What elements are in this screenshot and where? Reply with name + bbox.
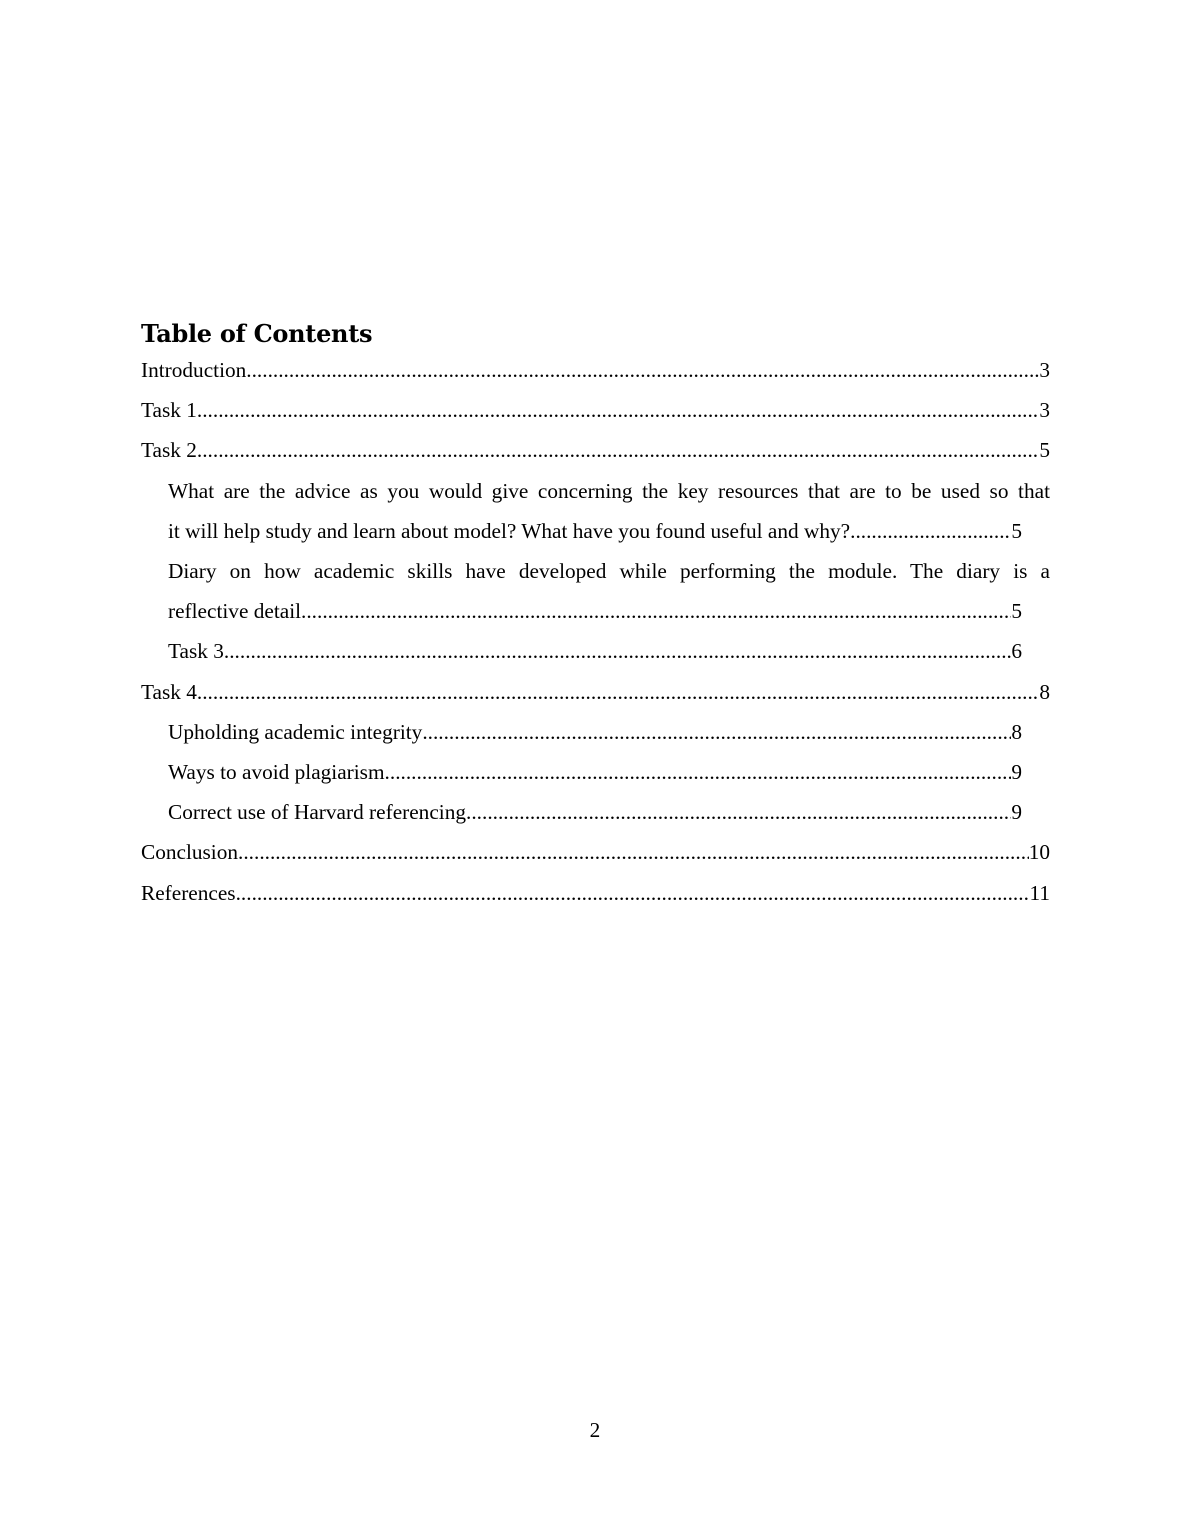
dot-leader	[422, 712, 1011, 752]
toc-entry-harvard-referencing[interactable]	[168, 792, 1022, 832]
toc-entry-avoid-plagiarism[interactable]	[168, 752, 1022, 792]
dot-leader	[238, 832, 1029, 872]
toc-entry-page-number: 3	[1039, 398, 1050, 423]
toc-entry-conclusion[interactable]	[141, 832, 1050, 872]
dot-leader	[850, 511, 1011, 551]
toc-entry-label-line-1: What are the advice as you would give concerning the key resources that are to be used so that	[168, 478, 1050, 503]
toc-entry-task-1[interactable]	[141, 390, 1050, 430]
toc-entry-page-number: 10	[1028, 840, 1050, 865]
toc-entry-page-number: 8	[1039, 679, 1050, 704]
table-of-contents	[141, 350, 1050, 913]
toc-entry-references[interactable]	[141, 873, 1050, 913]
dot-leader	[466, 792, 1011, 832]
toc-entry-upholding-academic-integrity[interactable]	[168, 712, 1022, 752]
toc-entry-page-number: 5	[1039, 438, 1050, 463]
toc-entry-page-number: 9	[1011, 800, 1022, 825]
toc-entry-diary-academic-skills[interactable]	[168, 551, 1050, 631]
dot-leader	[246, 350, 1039, 390]
toc-entry-label: Conclusion	[141, 840, 239, 865]
toc-entry-label: Ways to avoid plagiarism	[168, 760, 385, 785]
toc-entry-advice-key-resources[interactable]	[168, 471, 1050, 551]
dot-leader	[197, 672, 1039, 712]
toc-entry-task-2[interactable]	[141, 430, 1050, 470]
toc-entry-label-line-2: reflective detail	[168, 599, 302, 624]
toc-entry-label: Upholding academic integrity	[168, 719, 423, 744]
toc-entry-page-number: 9	[1011, 760, 1022, 785]
toc-entry-label: Correct use of Harvard referencing	[168, 800, 467, 825]
toc-entry-page-number: 3	[1039, 358, 1050, 382]
dot-leader	[385, 752, 1012, 792]
toc-entry-page-number: 11	[1029, 880, 1050, 905]
toc-entry-label: Task 2	[141, 438, 197, 463]
toc-title: Table of Contents	[141, 319, 373, 348]
toc-entry-introduction[interactable]	[141, 350, 1050, 390]
toc-entry-page-number: 5	[1011, 518, 1022, 543]
toc-entry-label: Task 1	[141, 398, 197, 423]
dot-leader	[197, 390, 1039, 430]
toc-entry-label: Task 4	[141, 679, 197, 704]
toc-entry-label: Introduction	[141, 358, 247, 382]
toc-entry-label: References	[141, 880, 236, 905]
toc-entry-label-line-2: it will help study and learn about model? What have you found useful and why?	[168, 518, 851, 543]
dot-leader	[236, 873, 1030, 913]
toc-entry-task-4[interactable]	[141, 672, 1050, 712]
page-number-footer: 2	[589, 1418, 601, 1442]
dot-leader	[301, 591, 1011, 631]
toc-entry-label-line-1: Diary on how academic skills have developed while performing the module. The diary is a	[168, 559, 1050, 584]
dot-leader	[197, 430, 1039, 470]
dot-leader	[224, 631, 1011, 671]
toc-entry-page-number: 5	[1011, 599, 1022, 624]
toc-entry-page-number: 8	[1011, 719, 1022, 744]
toc-entry-task-3[interactable]	[168, 631, 1022, 671]
toc-entry-page-number: 6	[1011, 639, 1022, 664]
toc-entry-label: Task 3	[168, 639, 224, 664]
